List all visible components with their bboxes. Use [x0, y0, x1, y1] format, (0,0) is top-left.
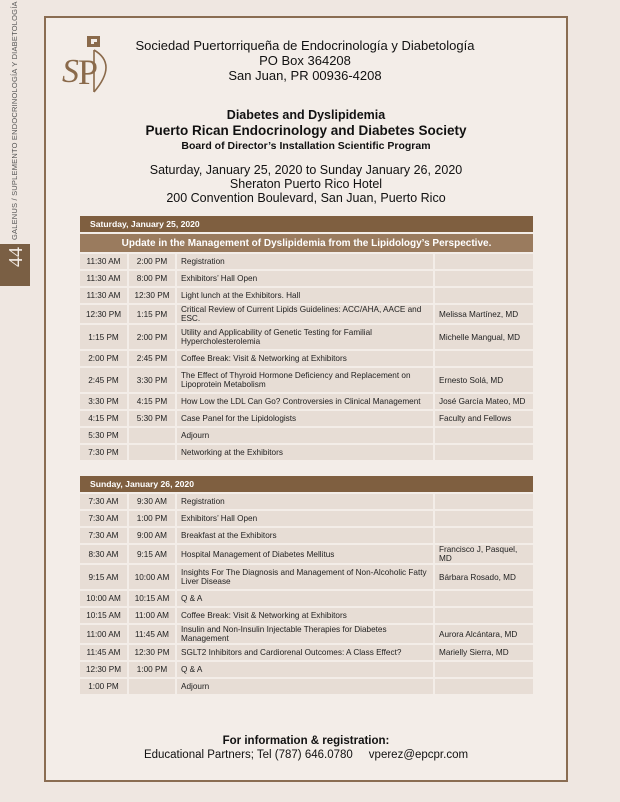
start-time: 7:30 AM [80, 510, 128, 527]
page-number: 44 [5, 247, 27, 267]
schedule-row [80, 607, 534, 624]
saturday-schedule [80, 216, 535, 462]
schedule-row [80, 350, 534, 367]
schedule-row [80, 564, 534, 590]
speaker-name [434, 661, 534, 678]
schedule-row [80, 287, 534, 304]
schedule-row [80, 678, 534, 695]
session-title: Light lunch at the Exhibitors. Hall [176, 287, 434, 304]
info-heading: For information & registration: [222, 735, 390, 747]
schedule-row [80, 393, 534, 410]
end-time: 2:00 PM [128, 253, 176, 270]
end-time [128, 427, 176, 444]
start-time: 7:30 PM [80, 444, 128, 461]
session-title: How Low the LDL Can Go? Controversies in Clinical Management [176, 393, 434, 410]
day-header-row [80, 476, 534, 493]
session-title: Critical Review of Current Lipids Guidelines: ACC/AHA, AACE and ESC. [176, 304, 434, 324]
end-time: 10:00 AM [128, 564, 176, 590]
end-time: 2:00 PM [128, 324, 176, 350]
start-time: 10:00 AM [80, 590, 128, 607]
session-title: Case Panel for the Lipidologists [176, 410, 434, 427]
session-header-row [80, 233, 534, 253]
session-title: Adjourn [176, 427, 434, 444]
start-time: 11:30 AM [80, 253, 128, 270]
svg-text:S: S [62, 53, 79, 90]
event-dates: Saturday, January 25, 2020 to Sunday January 26, 2020 [149, 163, 463, 177]
schedule-row [80, 624, 534, 644]
partner-phone: Educational Partners; Tel (787) 646.0780 [143, 749, 353, 761]
speaker-name [434, 493, 534, 510]
schedule-row [80, 590, 534, 607]
day-header: Sunday, January 26, 2020 [80, 476, 534, 493]
day-header: Saturday, January 25, 2020 [80, 216, 534, 233]
start-time: 2:00 PM [80, 350, 128, 367]
speaker-name [434, 270, 534, 287]
end-time: 10:15 AM [128, 590, 176, 607]
start-time: 1:15 PM [80, 324, 128, 350]
session-title: Exhibitors’ Hall Open [176, 270, 434, 287]
session-title: Registration [176, 253, 434, 270]
speaker-name [434, 287, 534, 304]
speaker-name [434, 590, 534, 607]
start-time: 12:30 PM [80, 661, 128, 678]
organization-address [130, 38, 480, 83]
sunday-schedule [80, 476, 535, 696]
end-time: 1:00 PM [128, 661, 176, 678]
schedule-row [80, 644, 534, 661]
schedule-row [80, 367, 534, 393]
speaker-name [434, 607, 534, 624]
speaker-name: Bárbara Rosado, MD [434, 564, 534, 590]
session-title: Q & A [176, 661, 434, 678]
start-time: 7:30 AM [80, 527, 128, 544]
speaker-name [434, 253, 534, 270]
schedule-row [80, 324, 534, 350]
end-time: 11:45 AM [128, 624, 176, 644]
schedule-row [80, 410, 534, 427]
session-title: Insights For The Diagnosis and Management of Non-Alcoholic Fatty Liver Disease [176, 564, 434, 590]
schedule-row [80, 270, 534, 287]
start-time: 3:30 PM [80, 393, 128, 410]
program-titles [44, 108, 568, 153]
end-time: 2:45 PM [128, 350, 176, 367]
end-time: 8:00 PM [128, 270, 176, 287]
start-time: 11:30 AM [80, 270, 128, 287]
end-time: 12:30 PM [128, 287, 176, 304]
start-time: 1:00 PM [80, 678, 128, 695]
start-time: 7:30 AM [80, 493, 128, 510]
start-time: 5:30 PM [80, 427, 128, 444]
session-title: Q & A [176, 590, 434, 607]
schedule-row [80, 253, 534, 270]
speaker-name: Faculty and Fellows [434, 410, 534, 427]
start-time: 10:15 AM [80, 607, 128, 624]
po-box: PO Box 364208 [259, 53, 351, 68]
end-time: 1:00 PM [128, 510, 176, 527]
end-time: 12:30 PM [128, 644, 176, 661]
speaker-name [434, 350, 534, 367]
start-time: 11:00 AM [80, 624, 128, 644]
end-time: 11:00 AM [128, 607, 176, 624]
end-time: 9:00 AM [128, 527, 176, 544]
session-title: Coffee Break: Visit & Networking at Exhibitors [176, 350, 434, 367]
contact-email[interactable]: vperez@epcpr.com [368, 749, 469, 761]
schedule-row [80, 544, 534, 564]
session-title: Breakfast at the Exhibitors [176, 527, 434, 544]
speaker-name [434, 527, 534, 544]
contact-line [44, 748, 568, 762]
end-time: 1:15 PM [128, 304, 176, 324]
session-title: Exhibitors’ Hall Open [176, 510, 434, 527]
speaker-name: José García Mateo, MD [434, 393, 534, 410]
speaker-name [434, 678, 534, 695]
session-title: Insulin and Non-Insulin Injectable Therapies for Diabetes Management [176, 624, 434, 644]
journal-name: GALENUS / SUPLEMENTO ENDOCRINOLOGÍA Y DIABETOLOGÍA [10, 1, 19, 240]
speaker-name: Ernesto Solá, MD [434, 367, 534, 393]
end-time [128, 444, 176, 461]
start-time: 9:15 AM [80, 564, 128, 590]
side-strip [0, 0, 30, 802]
schedule-row [80, 304, 534, 324]
schedule-row [80, 427, 534, 444]
event-address: 200 Convention Boulevard, San Juan, Puerto Rico [166, 191, 446, 205]
speaker-name: Marielly Sierra, MD [434, 644, 534, 661]
page-number-box [0, 244, 30, 286]
speaker-name: Aurora Alcántara, MD [434, 624, 534, 644]
schedule-row [80, 661, 534, 678]
end-time: 9:30 AM [128, 493, 176, 510]
organization-name: Sociedad Puertorriqueña de Endocrinología y Diabetología [135, 38, 475, 53]
session-title: Hospital Management of Diabetes Mellitus [176, 544, 434, 564]
start-time: 11:30 AM [80, 287, 128, 304]
session-title: Registration [176, 493, 434, 510]
day-header-row [80, 216, 534, 233]
event-info [44, 163, 568, 205]
session-title: Update in the Management of Dyslipidemia from the Lipidology’s Perspective. [80, 233, 534, 253]
speaker-name: Michelle Mangual, MD [434, 324, 534, 350]
schedule-row [80, 527, 534, 544]
schedule-row [80, 444, 534, 461]
svg-text:P: P [78, 52, 99, 92]
session-title: Networking at the Exhibitors [176, 444, 434, 461]
title-line-3: Board of Director’s Installation Scientific Program [181, 140, 431, 152]
speaker-name [434, 444, 534, 461]
end-time: 9:15 AM [128, 544, 176, 564]
end-time [128, 678, 176, 695]
end-time: 3:30 PM [128, 367, 176, 393]
start-time: 2:45 PM [80, 367, 128, 393]
speaker-name: Francisco J, Pasquel, MD [434, 544, 534, 564]
speaker-name [434, 510, 534, 527]
schedule-row [80, 510, 534, 527]
start-time: 12:30 PM [80, 304, 128, 324]
session-title: Coffee Break: Visit & Networking at Exhibitors [176, 607, 434, 624]
end-time: 5:30 PM [128, 410, 176, 427]
schedule-row [80, 493, 534, 510]
city-line: San Juan, PR 00936-4208 [228, 68, 382, 83]
session-title: Utility and Applicability of Genetic Testing for Familial Hypercholesterolemia [176, 324, 434, 350]
footer [44, 734, 568, 762]
session-title: The Effect of Thyroid Hormone Deficiency and Replacement on Lipoprotein Metabolism [176, 367, 434, 393]
start-time: 11:45 AM [80, 644, 128, 661]
event-venue: Sheraton Puerto Rico Hotel [229, 177, 383, 191]
session-title: Adjourn [176, 678, 434, 695]
speaker-name [434, 427, 534, 444]
speaker-name: Melissa Martínez, MD [434, 304, 534, 324]
title-line-1: Diabetes and Dyslipidemia [226, 108, 386, 122]
session-title: SGLT2 Inhibitors and Cardiorenal Outcomes: A Class Effect? [176, 644, 434, 661]
society-logo [60, 36, 120, 94]
start-time: 8:30 AM [80, 544, 128, 564]
title-line-2: Puerto Rican Endocrinology and Diabetes Society [145, 123, 467, 138]
end-time: 4:15 PM [128, 393, 176, 410]
start-time: 4:15 PM [80, 410, 128, 427]
